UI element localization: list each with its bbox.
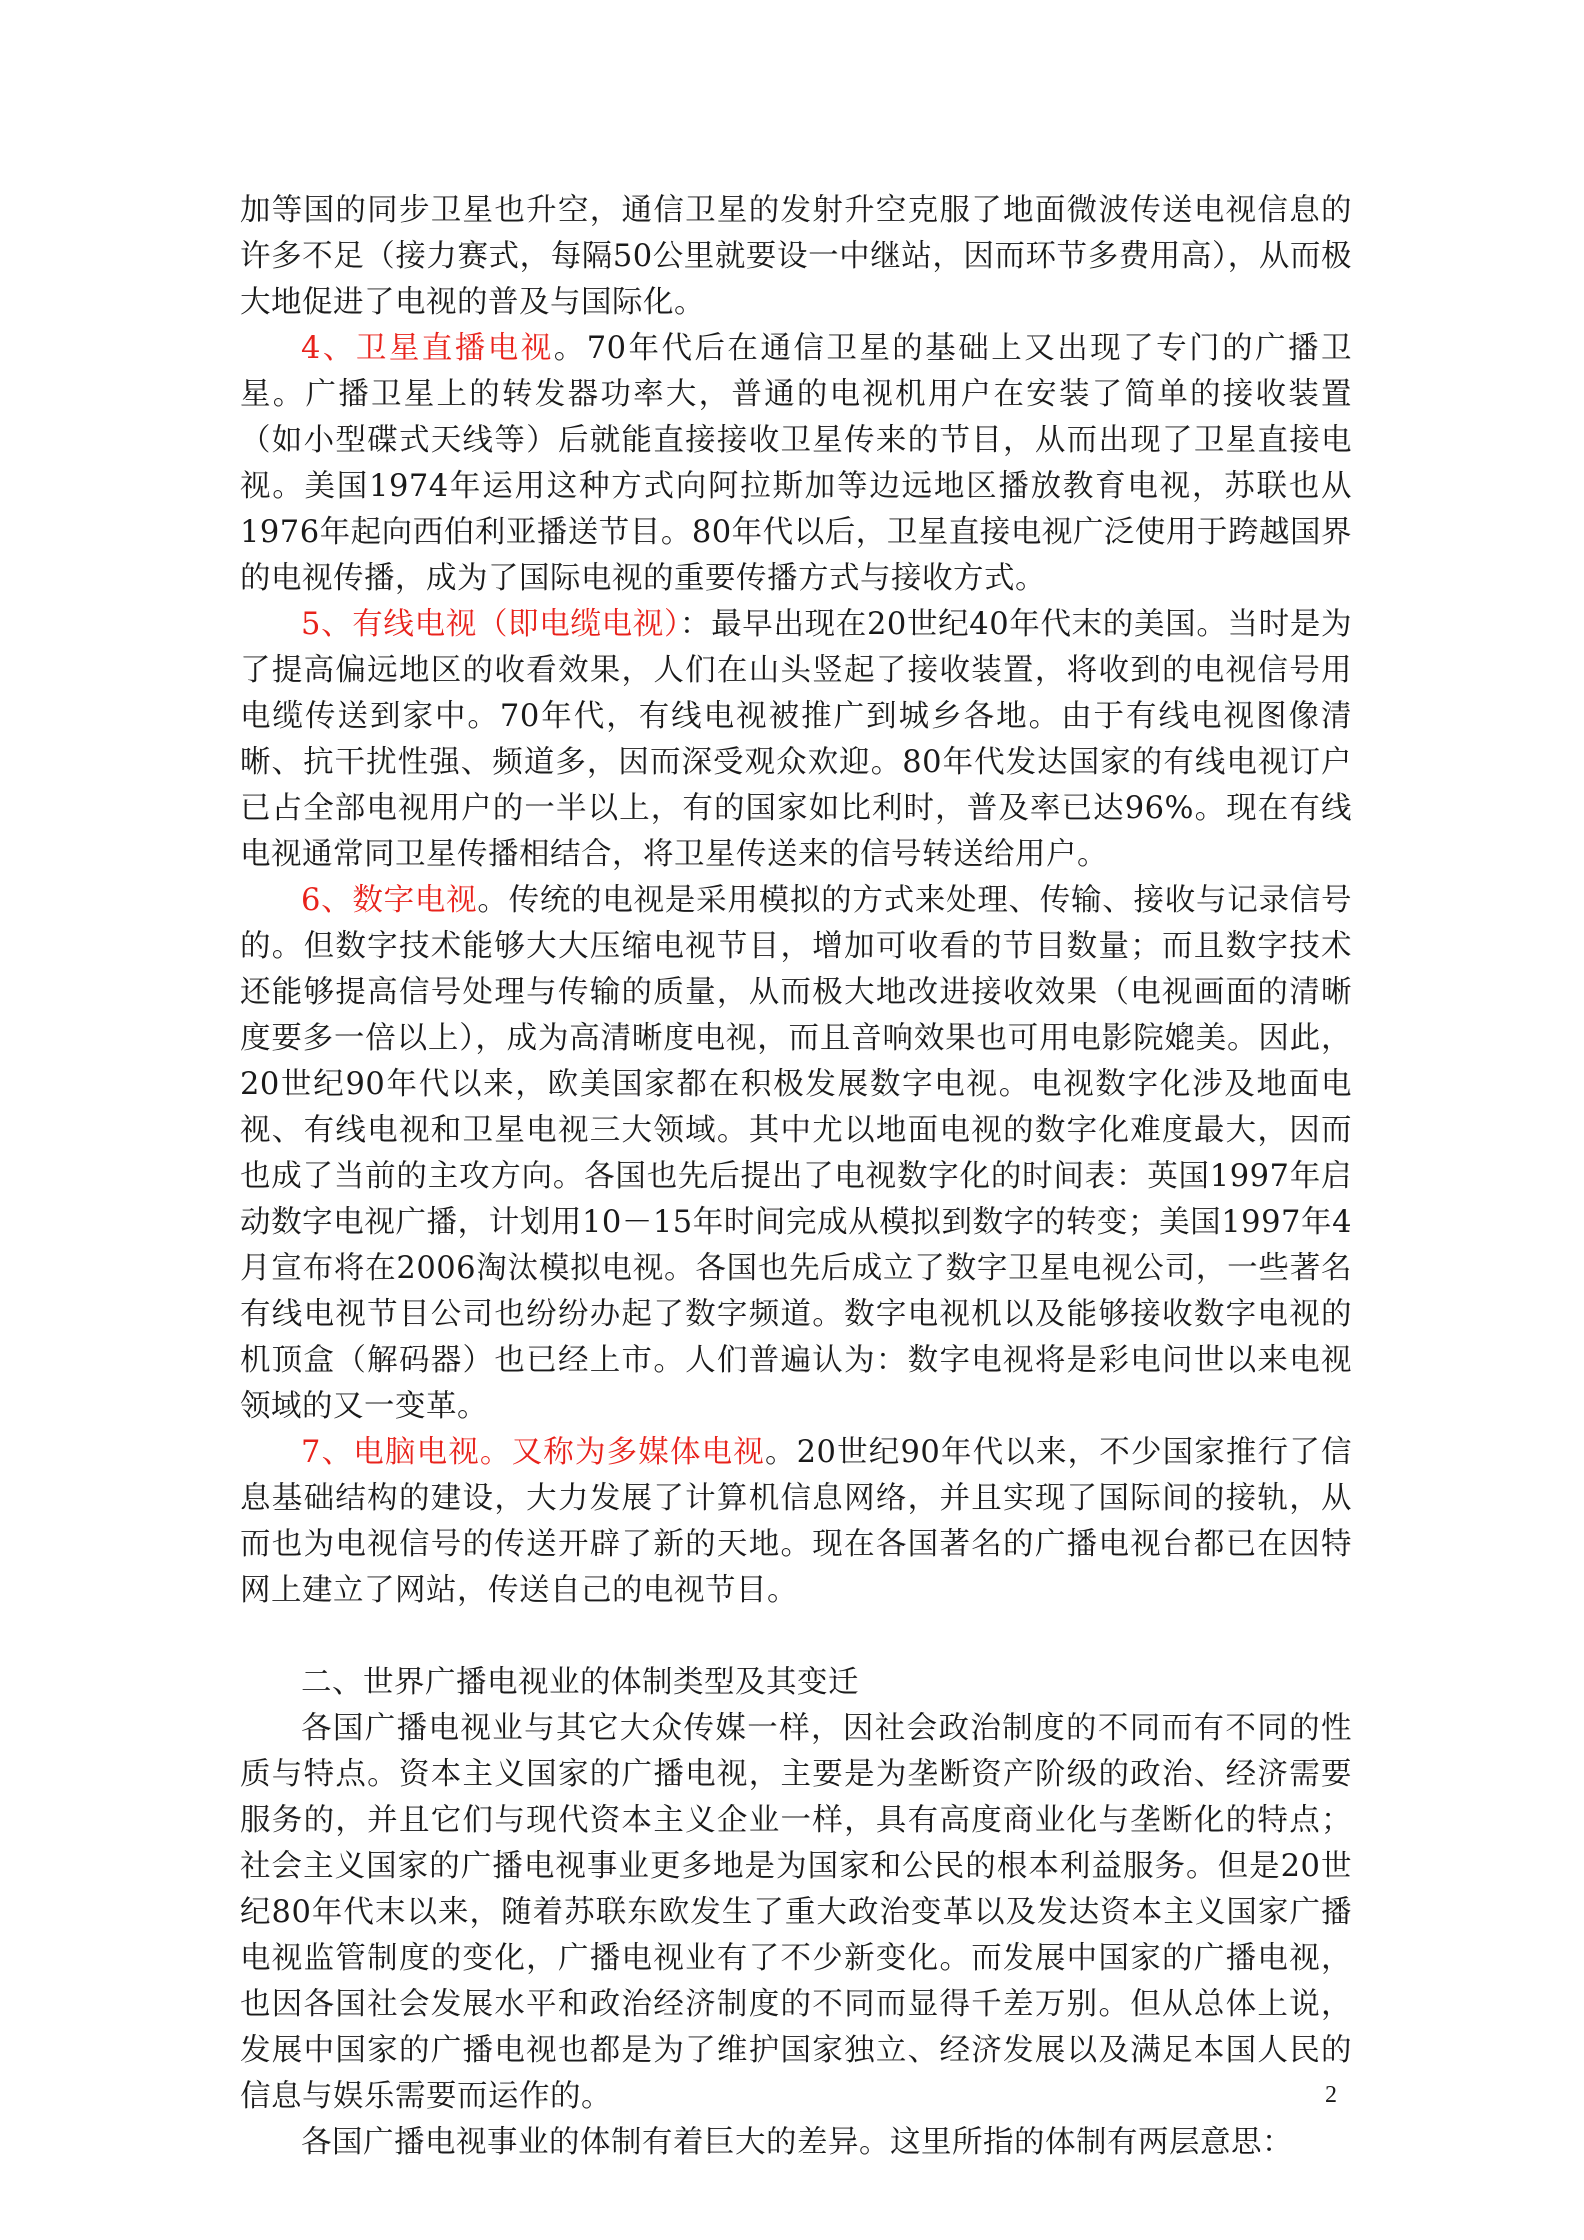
section-title: 二、世界广播电视业的体制类型及其变迁 xyxy=(301,1665,859,1700)
item-paragraph-4 xyxy=(240,326,1352,602)
item-body-4: 。70年代后在通信卫星的基础上又出现了专门的广播卫星。广播卫星上的转发器功率大，普通的电视机用户在安装了简单的接收装置（如小型碟式天线等）后就能直接接收卫星传来的节目，从而出现了卫星直接电视。美国1974年运用这种方式向阿拉斯加等边远地区播放教育电视，苏联也从1976年起向西伯利亚播送节目。80年代以后，卫星直接电视广泛使用于跨越国界的电视传播，成为了国际电视的重要传播方式与接收方式。 xyxy=(240,331,1353,596)
item-heading-7: 7、电脑电视。又称为多媒体电视 xyxy=(301,1435,765,1470)
item-heading-6: 6、数字电视 xyxy=(301,883,478,918)
item-body-5: ：最早出现在20世纪40年代末的美国。当时是为了提高偏远地区的收看效果，人们在山头竖起了接收装置，将收到的电视信号用电缆传送到家中。70年代，有线电视被推广到城乡各地。由于有线电视图像清晰、抗干扰性强、频道多，因而深受观众欢迎。80年代发达国家的有线电视订户已占全部电视用户的一半以上，有的国家如比利时，普及率已达96%。现在有线电视通常同卫星传播相结合，将卫星传送来的信号转送给用户。 xyxy=(240,607,1353,872)
item-paragraph-7 xyxy=(240,1430,1352,1614)
section-paragraph-2: 各国广播电视事业的体制有着巨大的差异。这里所指的体制有两层意思： xyxy=(301,2125,1293,2160)
document-body xyxy=(240,188,1352,2166)
section-spacer xyxy=(240,1614,1352,1660)
page-number: 2 xyxy=(1325,2082,1337,2108)
item-heading-4: 4、卫星直播电视 xyxy=(301,331,554,366)
item-paragraph-5 xyxy=(240,602,1352,878)
item-body-7: 。20世纪90年代以来，不少国家推行了信息基础结构的建设，大力发展了计算机信息网络，并且实现了国际间的接轨，从而也为电视信号的传送开辟了新的天地。现在各国著名的广播电视台都已在因特网上建立了网站，传送自己的电视节目。 xyxy=(240,1435,1352,1608)
item-body-6: 。传统的电视是采用模拟的方式来处理、传输、接收与记录信号的。但数字技术能够大大压缩电视节目，增加可收看的节目数量；而且数字技术还能够提高信号处理与传输的质量，从而极大地改进接收效果（电视画面的清晰度要多一倍以上），成为高清晰度电视，而且音响效果也可用电影院媲美。因此，20世纪90年代以来，欧美国家都在积极发展数字电视。电视数字化涉及地面电视、有线电视和卫星电视三大领域。其中尤以地面电视的数字化难度最大，因而也成了当前的主攻方向。各国也先后提出了电视数字化的时间表：英国1997年启动数字电视广播，计划用10－15年时间完成从模拟到数字的转变；美国1997年4月宣布将在2006淘汰模拟电视。各国也先后成立了数字卫星电视公司，一些著名有线电视节目公司也纷纷办起了数字频道。数字电视机以及能够接收数字电视的机顶盒（解码器）也已经上市。人们普遍认为：数字电视将是彩电问世以来电视领域的又一变革。 xyxy=(240,883,1353,1424)
continuation-paragraph: 加等国的同步卫星也升空，通信卫星的发射升空克服了地面微波传送电视信息的许多不足（接力赛式，每隔50公里就要设一中继站，因而环节多费用高），从而极大地促进了电视的普及与国际化。 xyxy=(240,193,1352,320)
item-heading-5: 5、有线电视（即电缆电视） xyxy=(301,607,680,642)
item-paragraph-6 xyxy=(240,878,1352,1430)
section-paragraph-1: 各国广播电视业与其它大众传媒一样，因社会政治制度的不同而有不同的性质与特点。资本主义国家的广播电视，主要是为垄断资产阶级的政治、经济需要服务的，并且它们与现代资本主义企业一样，具有高度商业化与垄断化的特点；社会主义国家的广播电视事业更多地是为国家和公民的根本利益服务。但是20世纪80年代末以来，随着苏联东欧发生了重大政治变革以及发达资本主义国家广播电视监管制度的变化，广播电视业有了不少新变化。而发展中国家的广播电视，也因各国社会发展水平和政治经济制度的不同而显得千差万别。但从总体上说，发展中国家的广播电视也都是为了维护国家独立、经济发展以及满足本国人民的信息与娱乐需要而运作的。 xyxy=(240,1711,1352,2114)
